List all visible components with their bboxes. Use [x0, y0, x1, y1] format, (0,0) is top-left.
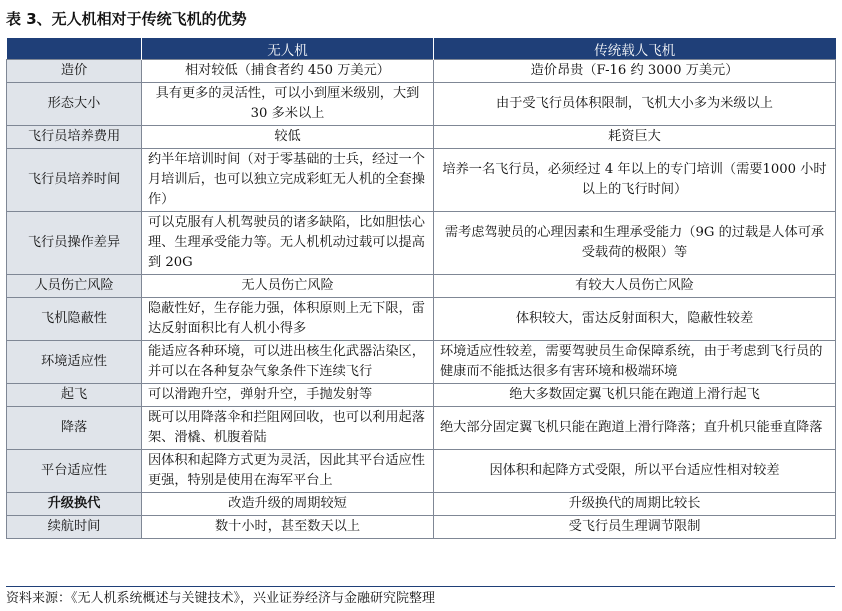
table-row — [7, 384, 836, 407]
table-body — [7, 60, 836, 539]
row-label: 环境适应性 — [7, 341, 142, 384]
table-row — [7, 407, 836, 450]
table-row — [7, 450, 836, 493]
manned-cell: 培养一名飞行员，必须经过 4 年以上的专门培训（需要1000 小时以上的飞行时间） — [434, 149, 836, 212]
row-label: 升级换代 — [7, 493, 142, 516]
uav-cell: 无人员伤亡风险 — [142, 275, 434, 298]
table-row — [7, 60, 836, 83]
manned-cell: 造价昂贵（F-16 约 3000 万美元） — [434, 60, 836, 83]
uav-cell: 可以滑跑升空，弹射升空，手抛发射等 — [142, 384, 434, 407]
row-label: 飞机隐蔽性 — [7, 298, 142, 341]
table-row — [7, 126, 836, 149]
uav-cell: 隐蔽性好，生存能力强，体积原则上无下限，雷达反射面积比有人机小得多 — [142, 298, 434, 341]
uav-cell: 较低 — [142, 126, 434, 149]
manned-cell: 环境适应性较差，需要驾驶员生命保障系统，由于考虑到飞行员的健康而不能抵达很多有害环境和极端环境 — [434, 341, 836, 384]
comparison-table — [6, 38, 836, 539]
table-row — [7, 298, 836, 341]
uav-cell: 约半年培训时间（对于零基础的士兵，经过一个月培训后，也可以独立完成彩虹无人机的全套操作） — [142, 149, 434, 212]
table-title: 表 3、无人机相对于传统飞机的优势 — [6, 10, 247, 28]
uav-cell: 能适应各种环境，可以进出核生化武器沾染区，并可以在各种复杂气象条件下连续飞行 — [142, 341, 434, 384]
uav-cell: 相对较低（捕食者约 450 万美元） — [142, 60, 434, 83]
manned-cell: 受飞行员生理调节限制 — [434, 516, 836, 539]
row-label: 人员伤亡风险 — [7, 275, 142, 298]
header-row — [7, 38, 836, 60]
manned-cell: 因体积和起降方式受限，所以平台适应性相对较差 — [434, 450, 836, 493]
table-row — [7, 83, 836, 126]
row-label: 飞行员操作差异 — [7, 212, 142, 275]
manned-cell: 绝大多数固定翼飞机只能在跑道上滑行起飞 — [434, 384, 836, 407]
table-row — [7, 212, 836, 275]
header-manned: 传统载人飞机 — [434, 38, 836, 60]
uav-cell: 既可以用降落伞和拦阻网回收，也可以利用起落架、滑橇、机腹着陆 — [142, 407, 434, 450]
row-label: 起飞 — [7, 384, 142, 407]
row-label: 平台适应性 — [7, 450, 142, 493]
header-uav: 无人机 — [142, 38, 434, 60]
table-row — [7, 275, 836, 298]
manned-cell: 由于受飞行员体积限制，飞机大小多为米级以上 — [434, 83, 836, 126]
header-blank — [7, 38, 142, 60]
row-label: 降落 — [7, 407, 142, 450]
manned-cell: 体积较大，雷达反射面积大，隐蔽性较差 — [434, 298, 836, 341]
row-label: 造价 — [7, 60, 142, 83]
table-row — [7, 493, 836, 516]
table-header — [7, 38, 836, 60]
manned-cell: 绝大部分固定翼飞机只能在跑道上滑行降落；直升机只能垂直降落 — [434, 407, 836, 450]
manned-cell: 需考虑驾驶员的心理因素和生理承受能力（9G 的过载是人体可承受载荷的极限）等 — [434, 212, 836, 275]
table-row — [7, 516, 836, 539]
uav-cell: 改造升级的周期较短 — [142, 493, 434, 516]
table-row — [7, 149, 836, 212]
manned-cell: 有较大人员伤亡风险 — [434, 275, 836, 298]
manned-cell: 升级换代的周期比较长 — [434, 493, 836, 516]
manned-cell: 耗资巨大 — [434, 126, 836, 149]
row-label: 飞行员培养费用 — [7, 126, 142, 149]
uav-cell: 具有更多的灵活性，可以小到厘米级别，大到 30 多米以上 — [142, 83, 434, 126]
table-row — [7, 341, 836, 384]
uav-cell: 因体积和起降方式更为灵活，因此其平台适应性更强，特别是使用在海军平台上 — [142, 450, 434, 493]
row-label: 形态大小 — [7, 83, 142, 126]
row-label: 飞行员培养时间 — [7, 149, 142, 212]
uav-cell: 可以克服有人机驾驶员的诸多缺陷，比如胆怯心理、生理承受能力等。无人机机动过载可以提高到 20G — [142, 212, 434, 275]
row-label: 续航时间 — [7, 516, 142, 539]
source-note: 资料来源：《无人机系统概述与关键技术》，兴业证券经济与金融研究院整理 — [6, 586, 835, 609]
uav-cell: 数十小时，甚至数天以上 — [142, 516, 434, 539]
